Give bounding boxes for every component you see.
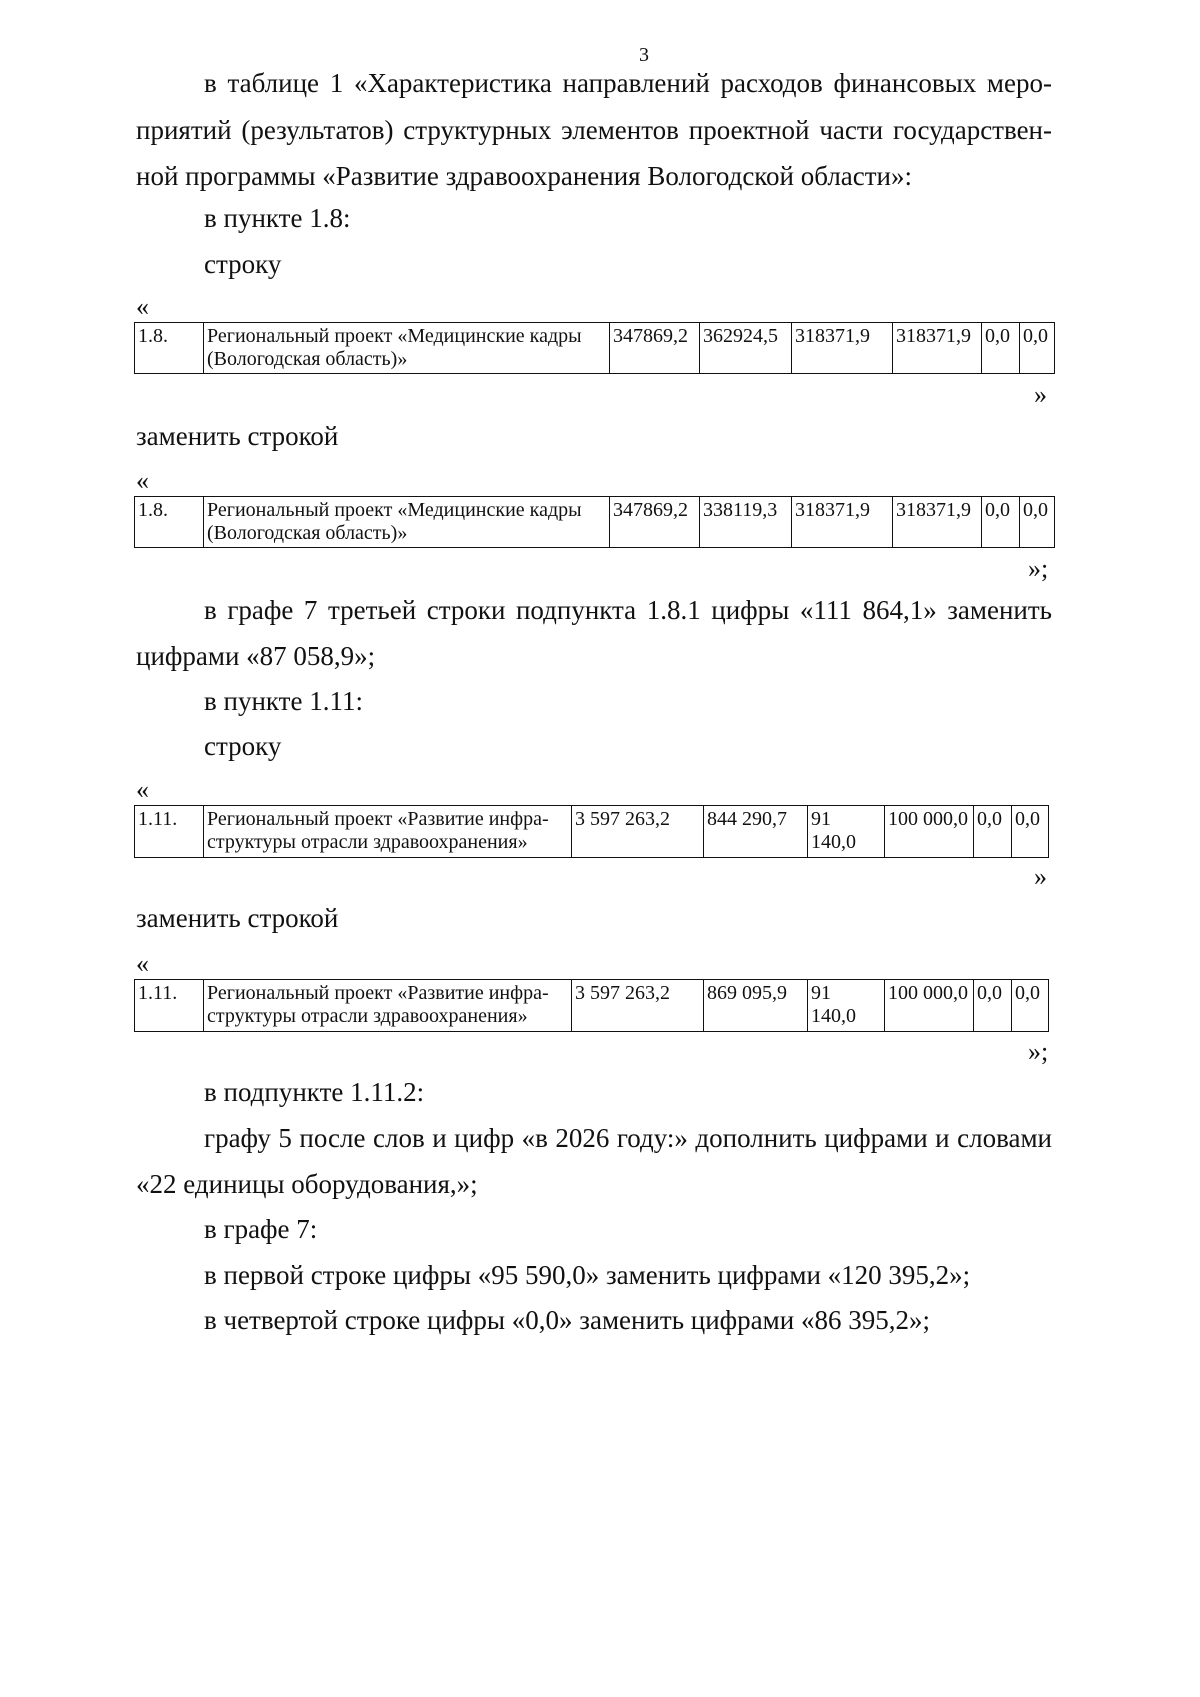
cell-col-8: 0,0 xyxy=(1020,323,1055,374)
new-row-1-8-close-quote: »; xyxy=(1028,554,1049,583)
old-row-1-11-table xyxy=(134,805,1049,858)
cell-col-3: 3 597 263,2 xyxy=(572,980,704,1032)
sub-1-8-1-line-1: в графе 7 третьей строки подпункта 1.8.1 цифры «111 864,1» заменить xyxy=(204,595,1052,625)
intro-line-1: в таблице 1 «Характеристика направлений расходов финансовых меро- xyxy=(204,68,1052,98)
sub-1-11-2-col7-heading: в графе 7: xyxy=(204,1214,318,1244)
cell-col-8: 0,0 xyxy=(1012,980,1049,1032)
item-1-11-heading: в пункте 1.11: xyxy=(204,686,363,716)
cell-col-5 xyxy=(808,980,885,1032)
cell-col-5: 318371,9 xyxy=(792,323,893,374)
page-number: 3 xyxy=(639,44,649,66)
old-row-1-8-close-quote: » xyxy=(1034,380,1047,409)
table-row xyxy=(135,806,1049,858)
old-row-1-11-open-quote: « xyxy=(136,775,149,804)
cell-col-3: 347869,2 xyxy=(610,323,700,374)
cell-col-5-line-2: 140,0 xyxy=(811,1005,856,1027)
cell-col-8: 0,0 xyxy=(1012,806,1049,858)
table-row xyxy=(135,323,1055,374)
cell-col-5: 318371,9 xyxy=(792,497,893,548)
cell-col-6: 318371,9 xyxy=(893,323,982,374)
cell-col-5-line-1: 91 xyxy=(811,808,831,830)
sub-1-8-1-line-2: цифрами «87 058,9»; xyxy=(136,641,376,671)
cell-number: 1.8. xyxy=(135,497,204,548)
cell-project-name-line-2: структуры отрасли здравоохранения» xyxy=(207,1005,528,1027)
new-row-1-11-open-quote: « xyxy=(136,949,149,978)
item-1-11-replace-word: заменить строкой xyxy=(136,903,339,933)
cell-col-6: 318371,9 xyxy=(893,497,982,548)
cell-col-8: 0,0 xyxy=(1020,497,1055,548)
intro-line-2: приятий (результатов) структурных элементов проектной части государствен- xyxy=(136,115,1052,145)
sub-1-11-2-col5-line-2: «22 единицы оборудования,»; xyxy=(136,1169,478,1199)
new-row-1-8-open-quote: « xyxy=(136,466,149,495)
old-row-1-8-open-quote: « xyxy=(136,292,149,321)
old-row-1-8-table xyxy=(134,322,1055,374)
new-row-1-11-close-quote: »; xyxy=(1028,1037,1049,1066)
cell-number: 1.8. xyxy=(135,323,204,374)
table-row xyxy=(135,980,1049,1032)
item-1-8-replace-word: заменить строкой xyxy=(136,421,339,451)
cell-col-5-line-1: 91 xyxy=(811,982,831,1004)
cell-col-5 xyxy=(808,806,885,858)
cell-col-6: 100 000,0 xyxy=(885,980,974,1032)
cell-number: 1.11. xyxy=(135,980,204,1032)
cell-col-4: 844 290,7 xyxy=(704,806,808,858)
new-row-1-8-table xyxy=(134,496,1055,548)
cell-project-name: Региональный проект «Медицинские кадры (Вологодская область)» xyxy=(204,497,610,548)
item-1-8-row-word: строку xyxy=(204,249,282,279)
item-1-11-row-word: строку xyxy=(204,731,282,761)
sub-1-11-2-heading: в подпункте 1.11.2: xyxy=(204,1077,425,1107)
cell-project-name-line-1: Региональный проект «Развитие инфра- xyxy=(207,808,549,830)
sub-1-11-2-col5-line-1: графу 5 после слов и цифр «в 2026 году:» дополнить цифрами и словами xyxy=(204,1123,1052,1153)
cell-col-4: 338119,3 xyxy=(700,497,792,548)
new-row-1-11-table xyxy=(134,979,1049,1032)
old-row-1-11-close-quote: » xyxy=(1034,862,1047,891)
cell-project-name-line-2: структуры отрасли здравоохранения» xyxy=(207,831,528,853)
cell-project-name xyxy=(204,980,572,1032)
sub-1-11-2-col7-fourth: в четвертой строке цифры «0,0» заменить цифрами «86 395,2»; xyxy=(204,1305,930,1335)
cell-col-3: 347869,2 xyxy=(610,497,700,548)
intro-line-3: ной программы «Развитие здравоохранения Вологодской области»: xyxy=(136,161,913,191)
cell-col-7: 0,0 xyxy=(982,323,1020,374)
cell-col-7: 0,0 xyxy=(974,806,1012,858)
cell-col-7: 0,0 xyxy=(982,497,1020,548)
sub-1-11-2-col7-first: в первой строке цифры «95 590,0» заменить цифрами «120 395,2»; xyxy=(204,1260,971,1290)
cell-project-name xyxy=(204,806,572,858)
cell-col-6: 100 000,0 xyxy=(885,806,974,858)
cell-col-7: 0,0 xyxy=(974,980,1012,1032)
table-row xyxy=(135,497,1055,548)
cell-col-5-line-2: 140,0 xyxy=(811,831,856,853)
cell-col-3: 3 597 263,2 xyxy=(572,806,704,858)
cell-col-4: 362924,5 xyxy=(700,323,792,374)
cell-project-name-line-1: Региональный проект «Развитие инфра- xyxy=(207,982,549,1004)
cell-project-name: Региональный проект «Медицинские кадры (Вологодская область)» xyxy=(204,323,610,374)
item-1-8-heading: в пункте 1.8: xyxy=(204,203,351,233)
cell-col-4: 869 095,9 xyxy=(704,980,808,1032)
cell-number: 1.11. xyxy=(135,806,204,858)
